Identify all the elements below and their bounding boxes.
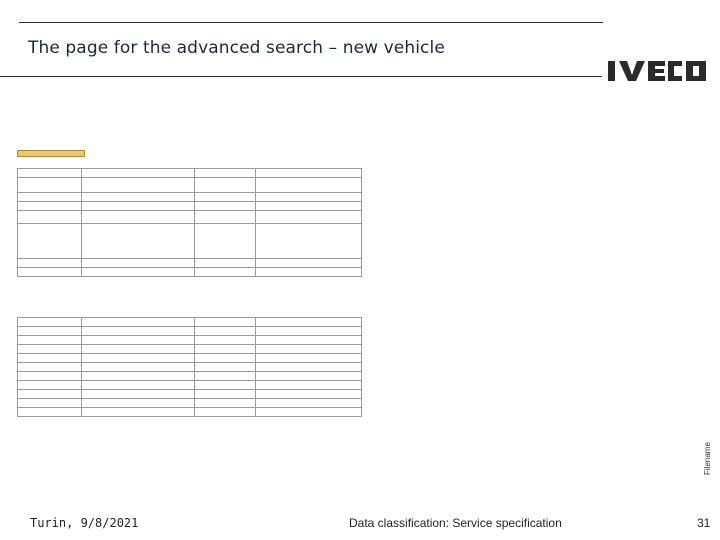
page-title: The page for the advanced search – new vehicle (28, 38, 445, 58)
table-row (18, 202, 362, 211)
table-row (18, 318, 362, 327)
table-row (18, 381, 362, 390)
table-row (18, 224, 362, 259)
table-row (18, 408, 362, 417)
table-row (18, 399, 362, 408)
table-row (18, 178, 362, 193)
table-row (18, 354, 362, 363)
table-row (18, 327, 362, 336)
table-row (18, 259, 362, 268)
sheet-grid-top (17, 168, 362, 277)
footer-classification: Data classification: Service specification (349, 516, 562, 530)
table-row (18, 345, 362, 354)
table-row (18, 268, 362, 277)
spreadsheet-screenshot (17, 150, 369, 425)
table-row (18, 390, 362, 399)
footer-date: Turin, 9/8/2021 (30, 516, 139, 530)
table-row (18, 193, 362, 202)
iveco-logo (606, 58, 710, 84)
sheet-title-tag (17, 150, 85, 157)
title-underline (0, 76, 602, 77)
sheet-grid-bottom (17, 317, 362, 417)
table-row (18, 169, 362, 178)
table-row (18, 363, 362, 372)
page-number: 31 (697, 516, 711, 530)
table-row (18, 211, 362, 224)
table-row (18, 336, 362, 345)
table-row (18, 372, 362, 381)
filename-label: Filename (703, 442, 712, 475)
top-rule (19, 22, 603, 23)
